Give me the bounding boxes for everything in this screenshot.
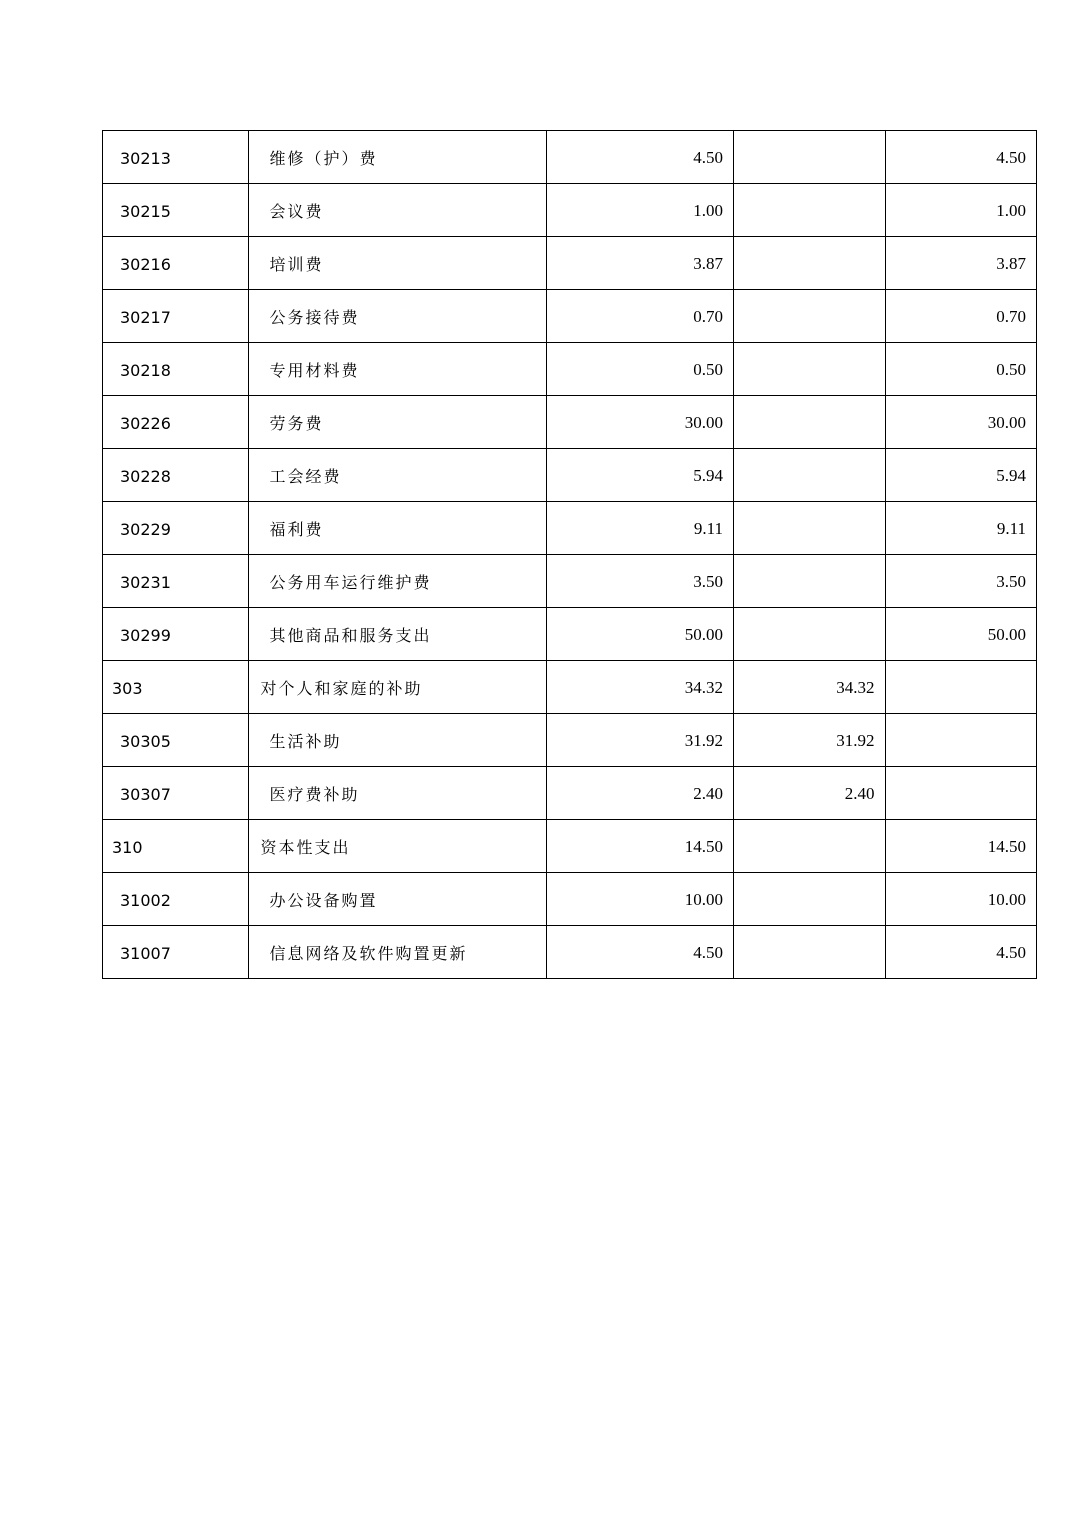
table-row [103,926,1037,979]
table-row [103,396,1037,449]
economic-code-cell: 30217 [103,290,249,343]
project-expenditure-cell: 4.50 [885,131,1037,184]
total-amount-cell: 4.50 [547,131,734,184]
item-name-cell: 其他商品和服务支出 [249,608,547,661]
category-row [103,820,1037,873]
total-amount-cell: 14.50 [547,820,734,873]
total-amount-cell: 30.00 [547,396,734,449]
table-row [103,873,1037,926]
economic-code-cell: 30305 [103,714,249,767]
basic-expenditure-cell [734,396,885,449]
total-amount-cell: 5.94 [547,449,734,502]
table-row [103,502,1037,555]
economic-code-cell: 30229 [103,502,249,555]
basic-expenditure-cell: 34.32 [734,661,885,714]
project-expenditure-cell [885,714,1037,767]
table-row [103,290,1037,343]
basic-expenditure-cell [734,502,885,555]
project-expenditure-cell [885,661,1037,714]
basic-expenditure-cell [734,237,885,290]
item-name-cell: 工会经费 [249,449,547,502]
basic-expenditure-cell [734,555,885,608]
item-name-cell: 对个人和家庭的补助 [249,661,547,714]
economic-code-cell: 30215 [103,184,249,237]
category-row [103,661,1037,714]
item-name-cell: 福利费 [249,502,547,555]
total-amount-cell: 10.00 [547,873,734,926]
table-body [103,131,1037,979]
table-row [103,131,1037,184]
table-row [103,555,1037,608]
basic-expenditure-cell [734,820,885,873]
table-row [103,767,1037,820]
item-name-cell: 资本性支出 [249,820,547,873]
total-amount-cell: 2.40 [547,767,734,820]
item-name-cell: 劳务费 [249,396,547,449]
basic-expenditure-cell [734,449,885,502]
item-name-cell: 公务用车运行维护费 [249,555,547,608]
total-amount-cell: 0.50 [547,343,734,396]
basic-expenditure-cell [734,608,885,661]
economic-code-cell: 30228 [103,449,249,502]
project-expenditure-cell: 30.00 [885,396,1037,449]
economic-code-cell: 30299 [103,608,249,661]
basic-expenditure-cell [734,873,885,926]
item-name-cell: 维修（护）费 [249,131,547,184]
item-name-cell: 会议费 [249,184,547,237]
table-row [103,343,1037,396]
project-expenditure-cell: 9.11 [885,502,1037,555]
table-row [103,449,1037,502]
item-name-cell: 培训费 [249,237,547,290]
table-row [103,714,1037,767]
item-name-cell: 医疗费补助 [249,767,547,820]
total-amount-cell: 0.70 [547,290,734,343]
total-amount-cell: 31.92 [547,714,734,767]
basic-expenditure-cell [734,926,885,979]
economic-code-cell: 30218 [103,343,249,396]
total-amount-cell: 50.00 [547,608,734,661]
project-expenditure-cell: 0.50 [885,343,1037,396]
item-name-cell: 办公设备购置 [249,873,547,926]
item-name-cell: 专用材料费 [249,343,547,396]
basic-expenditure-cell [734,343,885,396]
economic-code-cell: 303 [103,661,249,714]
budget-expenditure-table [102,130,1037,979]
project-expenditure-cell: 3.50 [885,555,1037,608]
economic-code-cell: 30307 [103,767,249,820]
total-amount-cell: 9.11 [547,502,734,555]
basic-expenditure-cell [734,131,885,184]
project-expenditure-cell: 4.50 [885,926,1037,979]
basic-expenditure-cell: 2.40 [734,767,885,820]
project-expenditure-cell [885,767,1037,820]
table-row [103,608,1037,661]
economic-code-cell: 30216 [103,237,249,290]
project-expenditure-cell: 0.70 [885,290,1037,343]
economic-code-cell: 31002 [103,873,249,926]
basic-expenditure-cell [734,184,885,237]
project-expenditure-cell: 10.00 [885,873,1037,926]
item-name-cell: 生活补助 [249,714,547,767]
basic-expenditure-cell [734,290,885,343]
economic-code-cell: 30231 [103,555,249,608]
economic-code-cell: 30226 [103,396,249,449]
project-expenditure-cell: 14.50 [885,820,1037,873]
project-expenditure-cell: 50.00 [885,608,1037,661]
total-amount-cell: 1.00 [547,184,734,237]
item-name-cell: 信息网络及软件购置更新 [249,926,547,979]
economic-code-cell: 30213 [103,131,249,184]
project-expenditure-cell: 1.00 [885,184,1037,237]
project-expenditure-cell: 5.94 [885,449,1037,502]
economic-code-cell: 310 [103,820,249,873]
total-amount-cell: 4.50 [547,926,734,979]
total-amount-cell: 3.87 [547,237,734,290]
table-row [103,237,1037,290]
total-amount-cell: 34.32 [547,661,734,714]
item-name-cell: 公务接待费 [249,290,547,343]
table-row [103,184,1037,237]
project-expenditure-cell: 3.87 [885,237,1037,290]
basic-expenditure-cell: 31.92 [734,714,885,767]
economic-code-cell: 31007 [103,926,249,979]
total-amount-cell: 3.50 [547,555,734,608]
